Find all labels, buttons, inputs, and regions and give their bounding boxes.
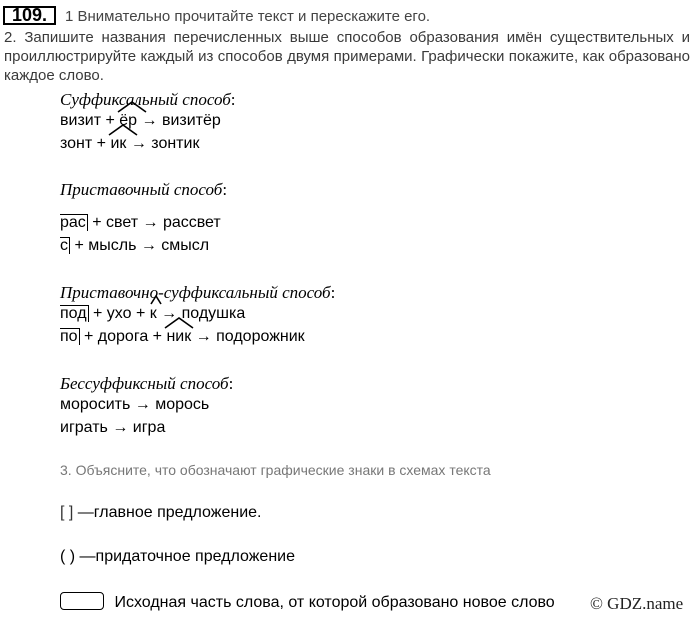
suffix-text: ёр — [119, 112, 138, 129]
example-rest: + мысль → смысл — [70, 237, 210, 254]
heading-colon: : — [330, 283, 336, 302]
legend-text: —придаточное предложение — [75, 548, 295, 565]
heading-suffixless — [60, 374, 233, 394]
example-rest: → подорожник — [191, 328, 305, 345]
suffix-arc-icon — [164, 317, 194, 329]
suffix-morph — [166, 328, 191, 346]
suffix-text: ник — [166, 328, 192, 345]
prefix-morph: рас — [60, 214, 86, 231]
example-base: зонт + — [60, 135, 111, 152]
heading-prefixal-suffixal — [60, 283, 335, 303]
parentheses-icon: ( ) — [60, 548, 76, 565]
legend-text: —главное предложение. — [73, 504, 262, 521]
task-line-2: 2. Запишите названия перечисленных выше способов образования имён существительных и проиллюстрируйте каждый из способов двумя примерами. Графически покажите, как образовано каждое слово. — [4, 29, 690, 84]
suffix-arc-icon — [150, 295, 162, 305]
task-number: 109. — [3, 6, 56, 25]
example-arrow: → — [137, 112, 162, 129]
prefix-morph: под — [60, 305, 87, 322]
heading-suffixal — [60, 90, 236, 110]
prefix-morph: с — [60, 237, 68, 254]
suffix-arc-icon — [108, 124, 138, 136]
example-result: зонтик — [151, 135, 200, 152]
legend-root-box — [60, 592, 555, 612]
example-result: визитёр — [161, 112, 221, 129]
heading-prefixal — [60, 180, 227, 200]
example-podushka — [60, 305, 245, 323]
example-smysl — [60, 237, 209, 255]
example-rest: + свет → рассвет — [87, 214, 221, 231]
legend-main-clause — [60, 504, 261, 522]
prefix-morph: по — [60, 328, 78, 345]
heading-text: Суффиксальный способ — [60, 90, 231, 109]
heading-colon: : — [230, 90, 236, 109]
example-mid: + ухо + — [88, 305, 150, 322]
example-podorozhnik — [60, 328, 305, 346]
rounded-box-icon — [60, 592, 104, 610]
square-brackets-icon: [ ] — [60, 504, 74, 521]
example-vizityor — [60, 112, 221, 130]
example-arrow: → — [126, 135, 152, 152]
suffix-text: ик — [110, 135, 127, 152]
example-mid: + дорога + — [79, 328, 167, 345]
example-zontik — [60, 135, 199, 153]
suffix-morph — [110, 135, 126, 153]
heading-text: Приставочный способ — [60, 180, 223, 199]
legend-text: Исходная часть слова, от которой образовано новое слово — [114, 594, 555, 611]
example-base: визит + — [60, 112, 120, 129]
heading-text: Приставочно-суффиксальный способ — [60, 283, 331, 302]
example-rest: → подушка — [156, 305, 246, 322]
example-igra: играть → игра — [60, 419, 166, 436]
suffix-morph — [150, 305, 157, 323]
task-line-1: 1 Внимательно прочитайте текст и перескажите его. — [65, 8, 431, 25]
suffix-text: к — [149, 305, 157, 322]
example-rassvet — [60, 214, 221, 232]
suffix-arc-icon — [117, 101, 147, 113]
task-3: 3. Объясните, что обозначают графические знаки в схемах текста — [60, 462, 491, 478]
watermark: © GDZ.name — [590, 594, 684, 613]
heading-text: Бессуффиксный способ — [60, 374, 229, 393]
heading-colon: : — [222, 180, 228, 199]
legend-subordinate-clause — [60, 548, 295, 566]
example-moros: моросить → морось — [60, 396, 210, 413]
heading-colon: : — [228, 374, 234, 393]
